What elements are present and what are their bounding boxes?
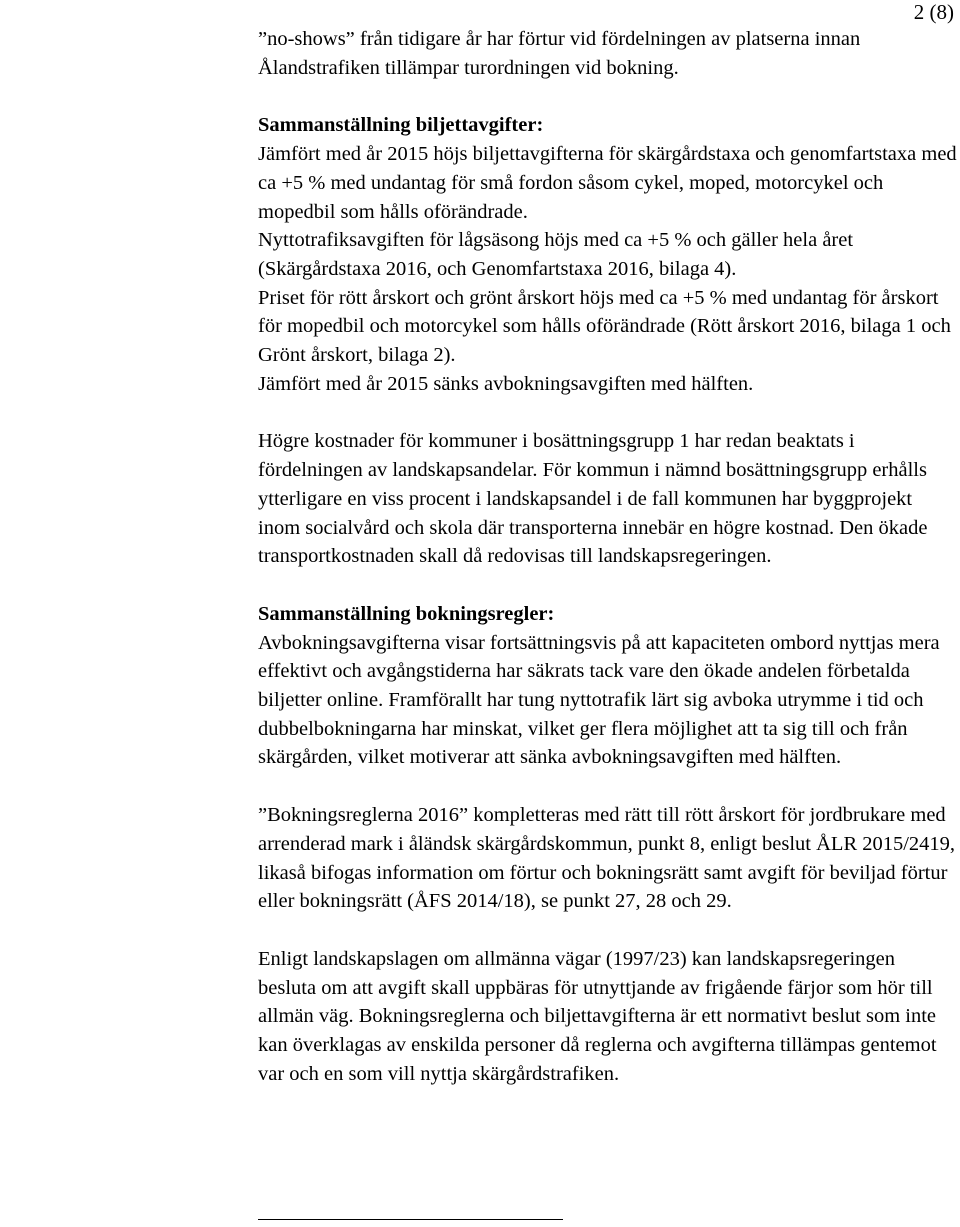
- booking-rules-heading: Sammanställning bokningsregler:: [258, 602, 555, 625]
- road-law-paragraph: Enligt landskapslagen om allmänna vägar (1997/23) kan landskapsregeringen besluta om att avgift skall uppbäras för utnyttjande av frigående färjor som hör till allmän väg. Bokningsreglerna och biljettavgifterna är ett normativt beslut som inte kan överklagas av enskilda personer då reglerna och avgifterna tillämpas gentemot var och en som vill nyttja skärgårdstrafiken.: [258, 947, 937, 1085]
- ticket-fees-section: [258, 111, 958, 398]
- ticket-fees-paragraph-2: Nyttotrafiksavgiften för lågsäsong höjs med ca +5 % och gäller hela året (Skärgårdstaxa 2016, och Genomfartstaxa 2016, bilaga 4).: [258, 229, 854, 280]
- rules-2016-paragraph: ”Bokningsreglerna 2016” kompletteras med rätt till rött årskort för jordbrukare med arrenderad mark i åländsk skärgårdskommun, punkt 8, enligt beslut ÅLR 2015/2419, likaså bifogas information om förtur och bokningsrätt samt avgift för beviljad förtur eller bokningsrätt (ÅFS 2014/18), se punkt 27, 28 och 29.: [258, 804, 956, 913]
- document-body: [258, 25, 958, 1089]
- road-law-section: [258, 945, 958, 1089]
- ticket-fees-paragraph-1: Jämfört med år 2015 höjs biljettavgifterna för skärgårdstaxa och genomfartstaxa med ca +5 % med undantag för små fordon såsom cykel, moped, motorcykel och mopedbil som hålls oförändrade.: [258, 143, 957, 223]
- municipalities-paragraph: Högre kostnader för kommuner i bosättningsgrupp 1 har redan beaktats i fördelningen av landskapsandelar. För kommun i nämnd bosättningsgrupp erhålls ytterligare en viss procent i landskapsandel i de fall kommunen har byggprojekt inom socialvård och skola där transporterna innebär en högre kostnad. Den ökade transportkostnaden skall då redovisas till landskapsregeringen.: [258, 430, 928, 568]
- booking-rules-paragraph: Avbokningsavgifterna visar fortsättningsvis på att kapaciteten ombord nyttjas mera effektivt och avgångstiderna har säkrats tack vare den ökade andelen förbetalda biljetter online. Framförallt har tung nyttotrafik lärt sig avboka utrymme i tid och dubbelbokningarna har minskat, vilket ger flera möjlighet att ta sig till och från skärgården, vilket motiverar att sänka avbokningsavgiften med hälften.: [258, 631, 940, 769]
- footnote-separator: [258, 1219, 563, 1220]
- intro-line-2: Ålandstrafiken tillämpar turordningen vid bokning.: [258, 56, 679, 79]
- intro-line-1: ”no-shows” från tidigare år har förtur vid fördelningen av platserna innan: [258, 28, 861, 50]
- municipalities-section: [258, 427, 958, 571]
- rules-2016-section: [258, 801, 958, 916]
- ticket-fees-paragraph-4: Jämfört med år 2015 sänks avbokningsavgiften med hälften.: [258, 372, 754, 395]
- booking-rules-section: [258, 600, 958, 772]
- ticket-fees-heading: Sammanställning biljettavgifter:: [258, 114, 544, 137]
- page-number: 2 (8): [913, 0, 954, 24]
- intro-section: [258, 25, 958, 82]
- ticket-fees-paragraph-3: Priset för rött årskort och grönt årskort höjs med ca +5 % med undantag för årskort för mopedbil och motorcykel som hålls oförändrade (Rött årskort 2016, bilaga 1 och Grönt årskort, bilaga 2).: [258, 286, 951, 367]
